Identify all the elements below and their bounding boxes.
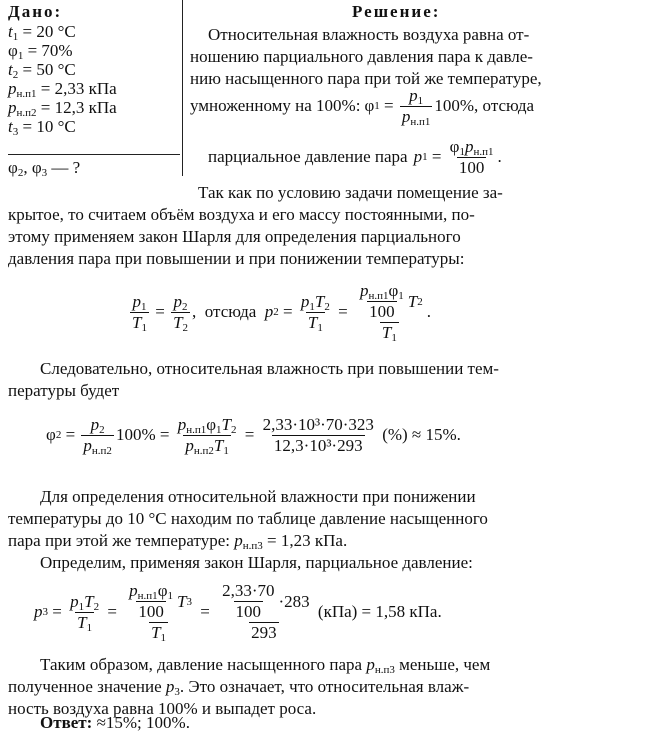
para2-line3: этому применяем закон Шарля для определения парциального	[8, 227, 461, 246]
given-block	[8, 2, 180, 179]
para4-line2: температуры до 10 °C находим по таблице давление насыщенного	[8, 509, 488, 528]
para3-line1: Следовательно, относительная влажность при повышении тем-	[40, 359, 499, 378]
para5-line1: Определим, применяя закон Шарля, парциальное давление:	[40, 553, 473, 572]
para1-line1: Относительная влажность воздуха равна от-	[208, 25, 530, 44]
para6-line1: Таким образом, давление насыщенного пара $p_{н.п3}$ меньше, чем	[40, 655, 491, 676]
p3-equation: p 3 = $\frac{p_1T_2}{T_1}$ = $\frac{p_{н.п1}\varphi_1}{100}$ T 3 $T_1$ = $\frac{2,33\cdot 70}{100}$ ·283 293 (кПа) = 1,58 кПа.	[34, 581, 442, 644]
p3-result: (кПа) = 1,58 кПа.	[317, 602, 442, 621]
para1-line2: ношению парциального давления пара к давле-	[190, 47, 533, 66]
given-pnp1: $p_{н.п1} = 2,33$ кПа	[8, 79, 117, 100]
fraction-p1-pnp1: $\frac{p_1}{p_{н.п1}}$	[401, 85, 431, 128]
p3-calc-denominator: 293	[251, 623, 277, 642]
para1-line5: парциальное давление пара p 1 = $\frac{\varphi_1p_{н.п1}}{100}$ .	[208, 136, 502, 177]
otsyuda-label: отсюда	[204, 302, 257, 321]
para4-line1: Для определения относительной влажности при понижении	[40, 487, 476, 506]
para1-line4: умноженному на 100%: φ 1 = $\frac{p_1}{p_{н.п1}}$ 100% , отсюда	[190, 85, 535, 128]
given-divider	[8, 154, 180, 155]
given-title: Дано:	[8, 2, 63, 21]
para2-line4: давления пара при повышении и при понижении температуры:	[8, 249, 465, 268]
solution-heading: Решение:	[352, 2, 441, 21]
para1-line5-text: парциальное давление пара	[208, 147, 408, 166]
para4-line3: пара при этой же температуре: $p_{н.п3} = 1,23$ кПа.	[8, 531, 348, 552]
para2-line1: Так как по условию задачи помещение за-	[198, 183, 503, 202]
given-t2: $t_2 = 50$ °C	[8, 60, 76, 81]
fraction-p1-formula: $\frac{\varphi_1p_{н.п1}}{100}$	[449, 136, 494, 177]
phi2-calc-denominator: 12,3·10³·293	[273, 435, 363, 455]
para1-line3: нию насыщенного пара при той же температуре,	[190, 69, 542, 88]
para3-line2: пературы будет	[8, 381, 120, 400]
given-t3: $t_3 = 10$ °C	[8, 117, 76, 138]
given-phi1: $\varphi_1 = 70\%$	[8, 41, 73, 62]
phi2-equation: φ 2 = $\frac{p_2}{p_{н.п2}}$ 100% = $\frac{p_{н.п1}\varphi_1T_2}{p_{н.п2}T_1}$ = $\frac{\text{2,33·10³·70·323}}{\text{12,3·10³·293}}$ (%) ≈ 15%.	[46, 414, 461, 457]
given-t1: $t_1 = 20$ °C	[8, 22, 76, 43]
para6-line3: ность воздуха равна 100% и выпадет роса.	[8, 699, 317, 718]
phi2-result: (%) ≈ 15%.	[382, 425, 461, 444]
given-vertical-rule	[182, 0, 183, 176]
given-find: $\varphi_2$, $\varphi_3$ — ?	[8, 158, 81, 179]
given-pnp2: $p_{н.п2} = 12,3$ кПа	[8, 98, 117, 119]
charles-law-equation: $\frac{p_1}{T_1}$ = $\frac{p_2}{T_2}$ , отсюда p 2 = $\frac{p_1T_2}{T_1}$ = $\frac{p_{н.п1}\varphi_1}{100}$ T 2 $T_1$ .	[132, 281, 431, 344]
para6-line2: полученное значение $p_3$. Это означает, что относительная влаж-	[8, 677, 470, 698]
answer-line	[40, 712, 190, 734]
para1-line4-end: , отсюда	[474, 96, 535, 115]
para1-line4-start: умноженному на 100%:	[190, 96, 361, 115]
answer-label: Ответ:	[40, 713, 93, 732]
answer-value: ≈15%; 100%.	[96, 713, 190, 732]
para2-line2: крытое, то считаем объём воздуха и его массу постоянными, по-	[8, 205, 475, 224]
phi2-calc-numerator: 2,33·10³·70·323	[262, 414, 374, 434]
